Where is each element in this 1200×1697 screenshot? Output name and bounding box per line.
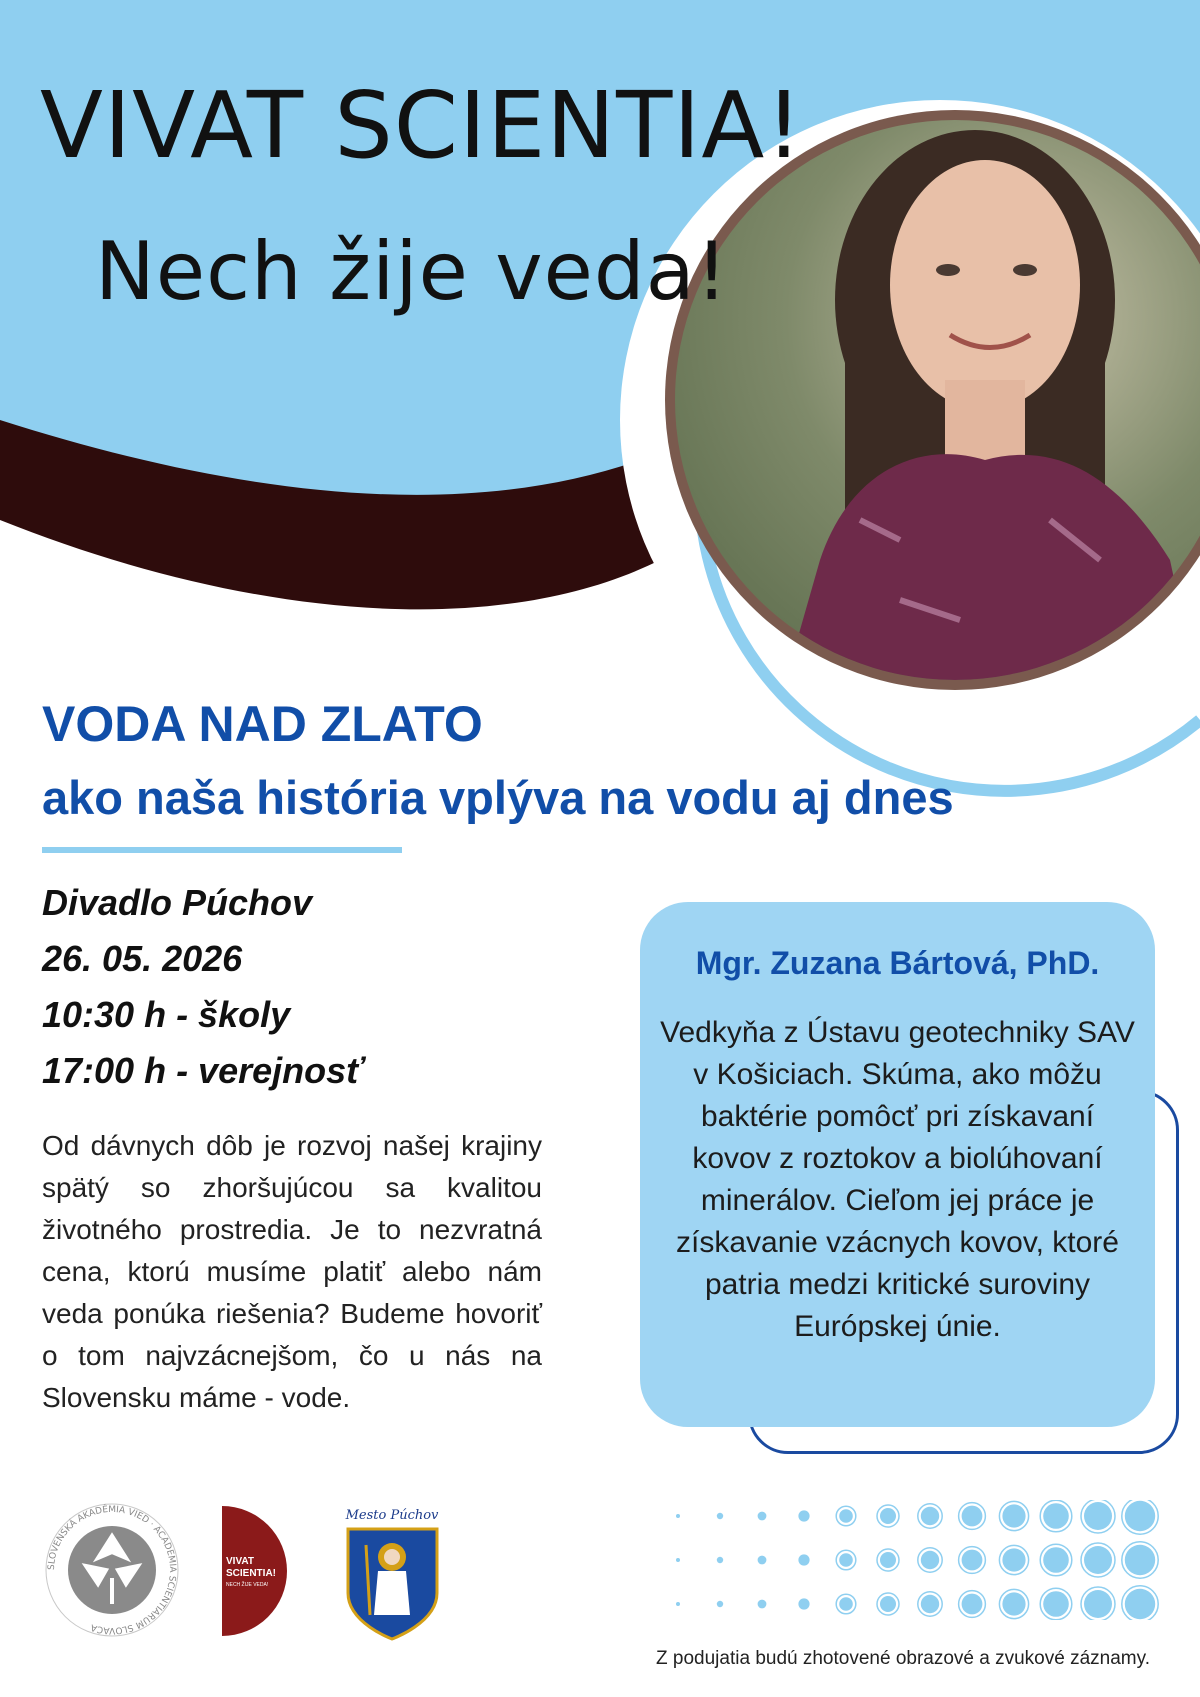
dot: [758, 1556, 767, 1565]
dot: [921, 1551, 939, 1569]
dot: [676, 1558, 680, 1562]
dot: [962, 1506, 983, 1527]
puchov-coat-of-arms: [340, 1505, 445, 1643]
page-subtitle: Nech žije veda!: [95, 225, 729, 318]
dot: [839, 1509, 853, 1523]
dot: [921, 1595, 939, 1613]
vivat-scientia-logo: [222, 1506, 292, 1636]
decorative-dots: [660, 1500, 1160, 1620]
dot: [1002, 1592, 1025, 1615]
speaker-bio: Vedkyňa z Ústavu geotechniky SAV v Košiciach. Skúma, ako môžu baktérie pomôcť pri získavaní kovov z roztokov a biolúhovaní minerálov. Cieľom jej práce je získavanie vzácnych kovov, ktoré patria medzi kritické suroviny Európskej únie.: [660, 1016, 1135, 1343]
page-title: VIVAT SCIENTIA!: [40, 72, 804, 179]
dot: [1043, 1503, 1069, 1529]
vivat-logo-line1: VIVAT: [226, 1556, 254, 1567]
talk-subtitle: ako naša história vplýva na vodu aj dnes: [42, 771, 954, 824]
dot: [798, 1598, 809, 1609]
mesto-puchov-label: Mesto Púchov: [345, 1508, 439, 1523]
dot: [839, 1553, 853, 1567]
dot: [798, 1510, 809, 1521]
dot: [676, 1602, 680, 1606]
sav-logo: [42, 1500, 182, 1640]
dot: [1084, 1502, 1112, 1530]
dot: [962, 1550, 983, 1571]
dot: [1002, 1504, 1025, 1527]
dot: [758, 1600, 767, 1609]
dot: [921, 1507, 939, 1525]
event-time-schools: 10:30 h - školy: [42, 994, 291, 1035]
dot: [1125, 1589, 1155, 1619]
dot: [962, 1594, 983, 1615]
dot: [1084, 1546, 1112, 1574]
dot: [880, 1508, 896, 1524]
dot: [1043, 1547, 1069, 1573]
dot: [1125, 1501, 1155, 1531]
event-venue: Divadlo Púchov: [42, 882, 313, 923]
dot: [758, 1512, 767, 1521]
talk-title: VODA NAD ZLATO: [42, 696, 483, 752]
event-date: 26. 05. 2026: [42, 938, 243, 979]
event-time-public: 17:00 h - verejnosť: [42, 1050, 364, 1091]
dot: [798, 1554, 809, 1565]
footer-note: Z podujatia budú zhotovené obrazové a zvukové záznamy.: [656, 1648, 1150, 1669]
dot: [880, 1552, 896, 1568]
dot: [1084, 1590, 1112, 1618]
dot: [717, 1513, 723, 1519]
speaker-name: Mgr. Zuzana Bártová, PhD.: [695, 945, 1100, 981]
vivat-logo-line3: NECH ŽIJE VEDA!: [226, 1582, 269, 1588]
dot: [1043, 1591, 1069, 1617]
dot: [1125, 1545, 1155, 1575]
sav-ring-text: SLOVENSKÁ AKADÉMIA VIED · ACADEMIA SCIENTIARUM SLOVACA: [46, 1504, 178, 1636]
dot: [717, 1557, 723, 1563]
vivat-logo-line2: SCIENTIA!: [226, 1568, 276, 1579]
dot: [676, 1514, 680, 1518]
title-underline: [42, 847, 402, 853]
event-description: Od dávnych dôb je rozvoj našej krajiny spätý so zhoršujúcou sa kvalitou životného prostredia. Je to nezvratná cena, ktorú musíme platiť alebo nám veda ponúka riešenia? Budeme hovoriť o tom najvzácnejšom, čo u nás na Slovensku máme - vode.: [42, 1130, 542, 1413]
dot: [1002, 1548, 1025, 1571]
dot: [717, 1601, 723, 1607]
dot: [880, 1596, 896, 1612]
dot: [839, 1597, 853, 1611]
